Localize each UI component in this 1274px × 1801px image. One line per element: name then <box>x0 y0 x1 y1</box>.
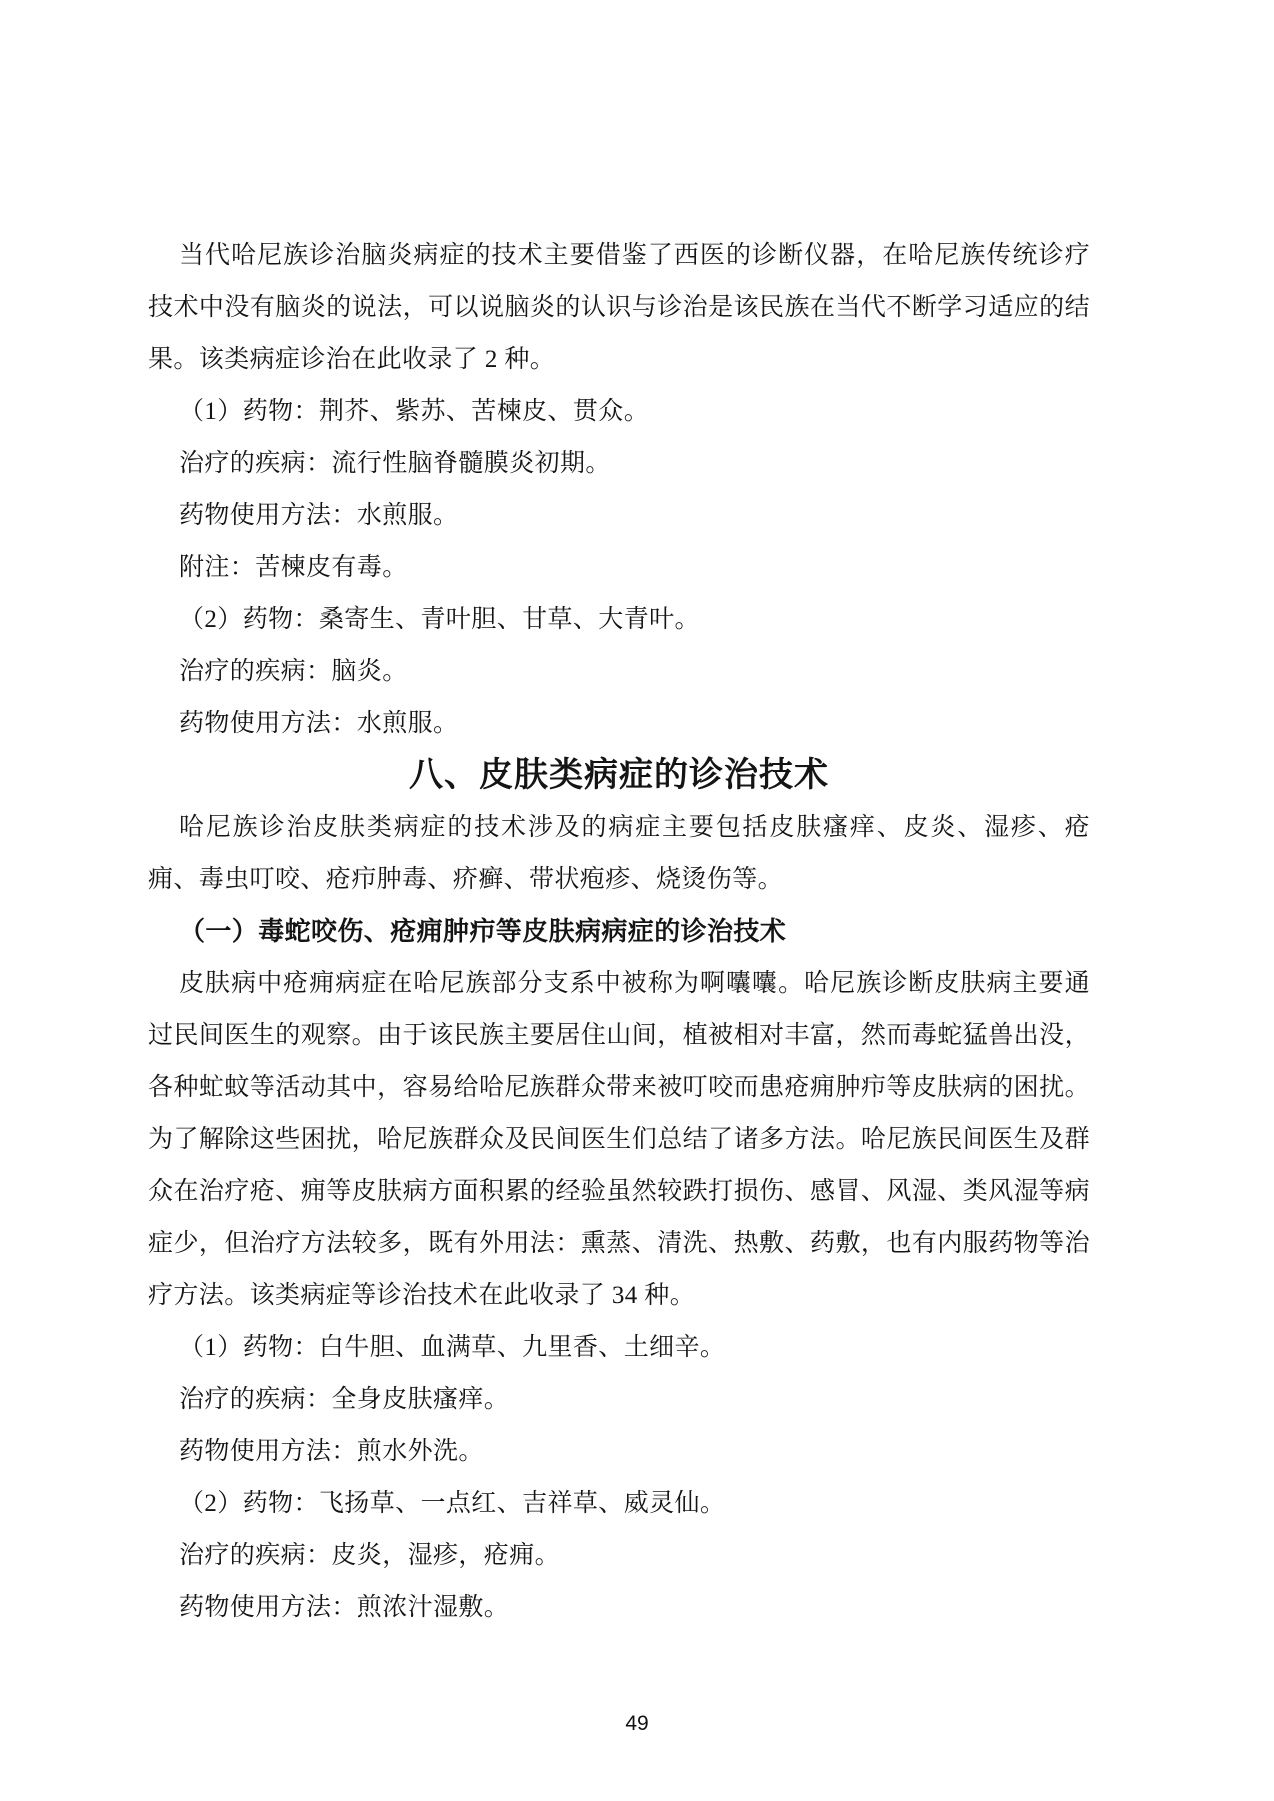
list-item-brain-1-medicine: （1）药物：荆芥、紫苏、苦楝皮、贯众。 <box>179 398 650 425</box>
section-heading-skin: 八、皮肤类病症的诊治技术 <box>409 757 829 794</box>
list-item-brain-1-note: 附注：苦楝皮有毒。 <box>179 554 408 581</box>
list-item-skin-2-medicine: （2）药物：飞扬草、一点红、吉祥草、威灵仙。 <box>179 1490 726 1517</box>
list-item-brain-2-usage: 药物使用方法：水煎服。 <box>179 710 459 737</box>
list-item-skin-2-usage: 药物使用方法：煎浓汁湿敷。 <box>179 1594 510 1621</box>
list-item-skin-1-disease: 治疗的疾病：全身皮肤瘙痒。 <box>179 1386 510 1413</box>
paragraph-brain-intro: 当代哈尼族诊治脑炎病症的技术主要借鉴了西医的诊断仪器，在哈尼族传统诊疗技术中没有脑炎的说法，可以说脑炎的认识与诊治是该民族在当代不断学习适应的结果。该类病症诊治在此收录了 2 种。 <box>148 242 1090 373</box>
list-item-brain-1-usage: 药物使用方法：水煎服。 <box>179 502 459 529</box>
sub-heading-snakebite-sores: （一）毒蛇咬伤、疮痈肿疖等皮肤病病症的诊治技术 <box>179 917 787 946</box>
list-item-brain-1-disease: 治疗的疾病：流行性脑脊髓膜炎初期。 <box>179 450 611 477</box>
paragraph-skin-overview: 哈尼族诊治皮肤类病症的技术涉及的病症主要包括皮肤瘙痒、皮炎、湿疹、疮痈、毒虫叮咬、疮疖肿毒、疥癣、带状疱疹、烧烫伤等。 <box>148 814 1090 893</box>
page-number: 49 <box>625 1712 649 1735</box>
list-item-skin-2-disease: 治疗的疾病：皮炎，湿疹，疮痈。 <box>179 1542 561 1569</box>
page-body <box>148 0 1090 1634</box>
list-item-skin-1-usage: 药物使用方法：煎水外洗。 <box>179 1438 484 1465</box>
list-item-brain-2-medicine: （2）药物：桑寄生、青叶胆、甘草、大青叶。 <box>179 606 700 633</box>
list-item-skin-1-medicine: （1）药物：白牛胆、血满草、九里香、土细辛。 <box>179 1334 726 1361</box>
list-item-brain-2-disease: 治疗的疾病：脑炎。 <box>179 658 408 685</box>
paragraph-skin-detail: 皮肤病中疮痈病症在哈尼族部分支系中被称为啊囔囔。哈尼族诊断皮肤病主要通过民间医生的观察。由于该民族主要居住山间，植被相对丰富，然而毒蛇猛兽出没，各种虻蚊等活动其中，容易给哈尼族群众带来被叮咬而患疮痈肿疖等皮肤病的困扰。为了解除这些困扰，哈尼族群众及民间医生们总结了诸多方法。哈尼族民间医生及群众在治疗疮、痈等皮肤病方面积累的经验虽然较跌打损伤、感冒、风湿、类风湿等病症少，但治疗方法较多，既有外用法：熏蒸、清洗、热敷、药敷，也有内服药物等治疗方法。该类病症等诊治技术在此收录了 34 种。 <box>148 970 1090 1309</box>
